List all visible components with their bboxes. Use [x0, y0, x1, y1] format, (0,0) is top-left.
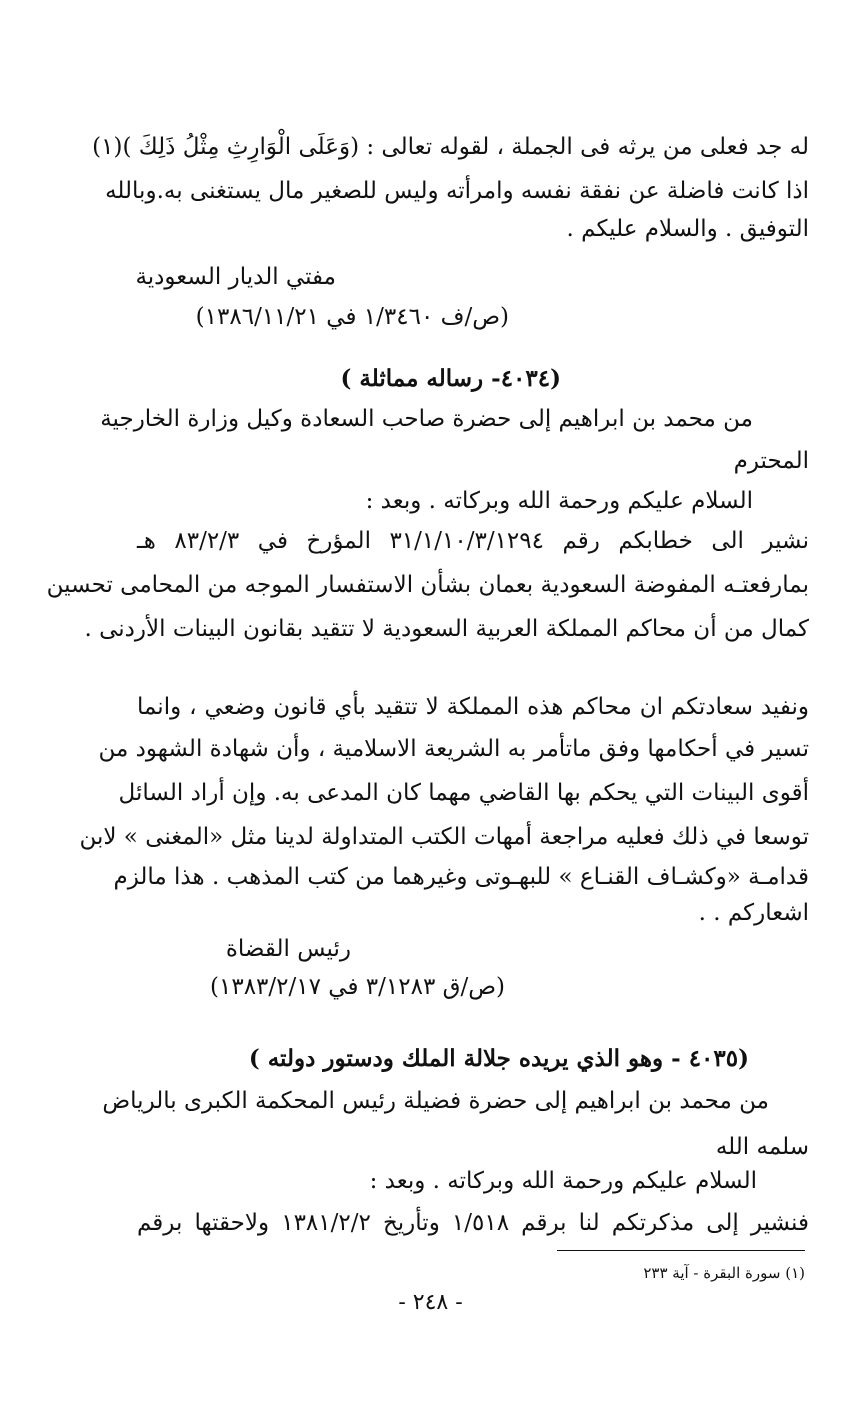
body-text-line: أقوى البينات التي يحكم بها القاضي مهما كان المدعى به. وإن أراد السائل: [118, 780, 809, 806]
greeting-line: السلام عليكم ورحمة الله وبركاته . وبعد :: [365, 488, 753, 514]
body-text-line: قدامـة «وكشـاف القنـاع » للبهـوتى وغيرهما من كتب المذهب . هذا مالزم: [113, 864, 809, 890]
signature-title: رئيس القضاة: [225, 936, 351, 962]
section-heading: (٤٠٣٥ - وهو الذي يريده جلالة الملك ودستور دولته ): [248, 1045, 749, 1072]
body-text-line: اذا كانت فاضلة عن نفقة نفسه وامرأته وليس للصغير مال يستغنى به.وبالله: [105, 178, 809, 204]
address-line: المحترم: [733, 448, 809, 474]
body-text-line: نشير الى خطابكم رقم ٣١/١/١٠/٣/١٢٩٤ المؤرخ في ٨٣/٢/٣ هـ: [137, 528, 809, 554]
section-heading: (٤٠٣٤- رساله مماثلة ): [340, 365, 561, 392]
page-number: - ٢٤٨ -: [398, 1290, 463, 1315]
body-text-line: تسير في أحكامها وفق ماتأمر به الشريعة الاسلامية ، وأن شهادة الشهود من: [98, 736, 809, 762]
body-text-line: توسعا في ذلك فعليه مراجعة أمهات الكتب المتداولة لدينا مثل «المغنى » لابن: [79, 824, 809, 850]
body-text-line: التوفيق . والسلام عليكم .: [566, 216, 809, 242]
body-text-line: له جد فعلى من يرثه فى الجملة ، لقوله تعالى : (وَعَلَى الْوَارِثِ مِثْلُ ذَلِكَ )(١): [92, 134, 809, 160]
address-line: سلمه الله: [715, 1134, 809, 1160]
greeting-line: السلام عليكم ورحمة الله وبركاته . وبعد :: [369, 1168, 757, 1194]
body-text-line: كمال من أن محاكم المملكة العربية السعودية لا تتقيد بقانون البينات الأردنى .: [84, 616, 809, 642]
address-line: من محمد بن ابراهيم إلى حضرة صاحب السعادة وكيل وزارة الخارجية: [100, 406, 753, 432]
footnote: (١) سورة البقرة - آية ٢٣٣: [643, 1264, 805, 1282]
footnote-divider: [557, 1250, 805, 1251]
signature-title: مفتي الديار السعودية: [135, 264, 336, 290]
body-text-line: فنشير إلى مذكرتكم لنا برقم ١/٥١٨ وتأريخ ١٣٨١/٢/٢ ولاحقتها برقم: [137, 1210, 809, 1236]
body-text-line: اشعاركم . .: [698, 900, 809, 926]
address-line: من محمد بن ابراهيم إلى حضرة فضيلة رئيس المحكمة الكبرى بالرياض: [102, 1088, 769, 1114]
reference-line: (ص/ق ٣/١٢٨٣ في ١٣٨٣/٢/١٧): [210, 974, 505, 1000]
body-text-line: بمارفعتـه المفوضة السعودية بعمان بشأن الاستفسار الموجه من المحامى تحسين: [46, 572, 809, 598]
reference-line: (ص/ف ١/٣٤٦٠ في ١٣٨٦/١١/٢١): [195, 304, 509, 330]
body-text-line: ونفيد سعادتكم ان محاكم هذه المملكة لا تتقيد بأي قانون وضعي ، وانما: [137, 694, 809, 720]
